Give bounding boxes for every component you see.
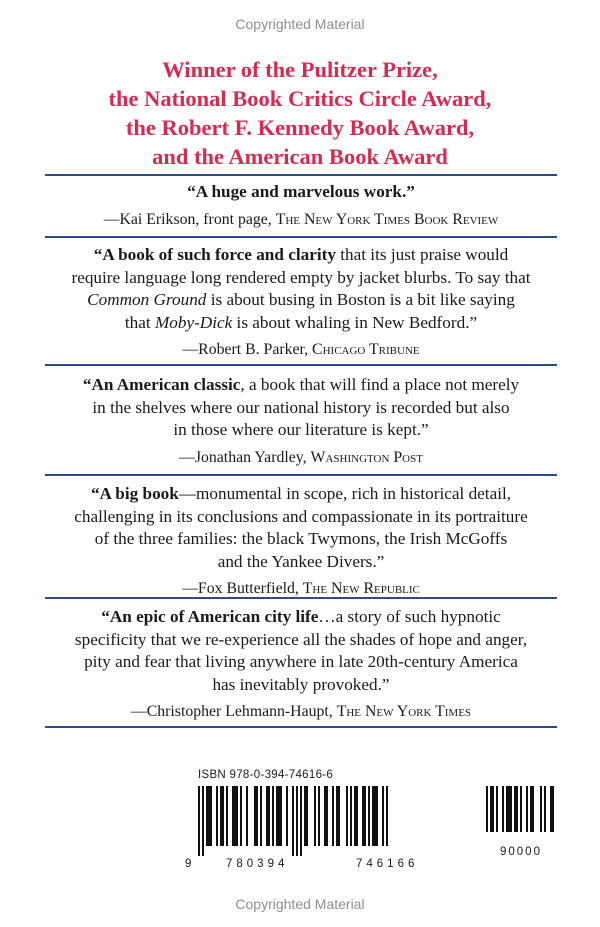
- quote-lead: “A book of such force and clarity: [93, 245, 336, 264]
- quote-lead: “A big book: [90, 484, 179, 503]
- isbn-label: ISBN 978-0-394-74616-6: [198, 769, 334, 781]
- barcode-bar: [300, 786, 302, 856]
- quote-text: pity and fear that living anywhere in late 20th-century America: [84, 652, 518, 671]
- attribution-source: The New York Times: [336, 703, 472, 720]
- copyright-notice-bottom: Copyrighted Material: [235, 896, 365, 912]
- barcode-bar: [296, 786, 298, 856]
- barcode-bar: [362, 786, 366, 846]
- quote-text: is about whaling in New Bedford.”: [232, 312, 478, 332]
- barcode-bar: [254, 786, 258, 846]
- barcode-bar: [354, 786, 358, 846]
- attribution-source: Washington Post: [310, 448, 423, 466]
- barcode-bar: [386, 786, 388, 846]
- barcode-bar: [332, 786, 334, 846]
- blurb-quote-4: [45, 483, 557, 601]
- barcode-bar: [350, 786, 352, 846]
- divider-rule: [45, 174, 557, 176]
- barcode-bar: [514, 786, 518, 832]
- attribution-name: —Kai Erikson, front page,: [103, 210, 272, 228]
- blurb-quote-1: [45, 181, 557, 231]
- quote-text: require language long rendered empty by jacket blurbs. To say that: [71, 267, 531, 287]
- blurb-quote-3: [45, 374, 557, 469]
- copyright-notice-top: Copyrighted Material: [235, 16, 365, 32]
- barcode-bar: [502, 786, 504, 832]
- barcode-bar: [206, 786, 212, 846]
- divider-rule: [45, 597, 557, 599]
- quote-text: in those where our literature is kept.”: [173, 420, 429, 439]
- divider-rule: [45, 474, 557, 476]
- quote-attribution: [45, 209, 557, 232]
- barcode-digits-left: 780394: [226, 858, 289, 870]
- barcode-bar: [346, 786, 348, 846]
- barcode-bar: [506, 786, 512, 832]
- barcode-digits-right: 746166: [356, 858, 419, 870]
- barcode-bar: [198, 786, 200, 856]
- divider-rule: [45, 236, 557, 238]
- quote-text: …a story of such hypnotic: [318, 607, 501, 626]
- quote-text: has inevitably provoked.”: [212, 674, 390, 694]
- quote-lead: “An epic of American city life: [101, 607, 319, 626]
- barcode-bar: [382, 786, 384, 846]
- blurb-quote-5: [45, 606, 557, 724]
- barcode-bar: [314, 786, 316, 846]
- barcode-bar: [232, 786, 238, 846]
- quote-text: that its just praise would: [335, 245, 509, 264]
- barcode-bar: [486, 786, 488, 832]
- barcode-bar: [490, 786, 494, 832]
- attribution-source: The New Republic: [302, 580, 420, 597]
- quote-text: and the Yankee Divers.”: [217, 551, 385, 571]
- barcode-bar: [530, 786, 534, 832]
- barcode-bar: [202, 786, 204, 856]
- barcode-bar: [220, 786, 224, 846]
- quote-attribution: [45, 447, 557, 470]
- barcode-bar: [318, 786, 320, 846]
- award-line: the Robert F. Kennedy Book Award,: [125, 115, 475, 140]
- attribution-name: —Christopher Lehmann-Haupt,: [130, 703, 333, 720]
- awards-headline: [0, 55, 600, 171]
- barcode-digit-lead: 9: [185, 858, 192, 870]
- barcode-bar: [540, 786, 542, 832]
- barcode-bar: [240, 786, 242, 846]
- addon-barcode: [486, 786, 556, 842]
- quote-text: that: [124, 312, 155, 332]
- attribution-name: —Robert B. Parker,: [182, 341, 309, 358]
- divider-rule: [45, 726, 557, 728]
- book-title: Common Ground: [87, 290, 207, 309]
- barcode-bar: [372, 786, 378, 846]
- barcode-bar: [544, 786, 546, 832]
- barcode-bar: [520, 786, 522, 832]
- barcode-digits-addon: 90000: [500, 846, 542, 858]
- attribution-source: The New York Times Book Review: [275, 210, 499, 228]
- barcode-bar: [216, 786, 218, 846]
- barcode-bar: [526, 786, 528, 832]
- quote-attribution: [45, 339, 557, 362]
- award-line: Winner of the Pulitzer Prize,: [162, 57, 438, 82]
- barcode-bar: [272, 786, 274, 846]
- blurb-quote-2: [45, 244, 557, 362]
- barcode-bar: [246, 786, 248, 846]
- barcode-bar: [496, 786, 498, 832]
- barcode-bar: [292, 786, 294, 856]
- barcode-bar: [304, 786, 308, 846]
- quote-text: —monumental in scope, rich in historical detail,: [178, 484, 512, 503]
- quote-text: is about busing in Boston is a bit like saying: [206, 290, 515, 309]
- barcode-bar: [286, 786, 288, 846]
- quote-text: specificity that we re-experience all the shades of hope and anger,: [74, 629, 528, 649]
- barcode-bar: [276, 786, 282, 846]
- award-line: the National Book Critics Circle Award,: [108, 86, 492, 111]
- attribution-name: —Jonathan Yardley,: [179, 448, 307, 466]
- award-line: and the American Book Award: [152, 144, 448, 169]
- barcode-bar: [324, 786, 328, 846]
- quote-text: challenging in its conclusions and compassionate in its portraiture: [74, 506, 528, 526]
- attribution-source: Chicago Tribune: [312, 341, 420, 358]
- barcode-bar: [226, 786, 228, 846]
- quote-lead: “An American classic: [82, 375, 241, 394]
- attribution-name: —Fox Butterfield,: [182, 580, 299, 597]
- book-title: Moby-Dick: [154, 312, 233, 332]
- barcode-bar: [260, 786, 262, 846]
- isbn-barcode: [198, 786, 480, 856]
- barcode-bar: [336, 786, 340, 846]
- quote-attribution: [45, 701, 557, 724]
- barcode-bar: [550, 786, 554, 832]
- divider-rule: [45, 364, 557, 366]
- barcode-bar: [368, 786, 370, 846]
- quote-text: in the shelves where our national history is recorded but also: [92, 397, 510, 417]
- quote-text: , a book that will find a place not merely: [240, 375, 520, 394]
- barcode-bar: [266, 786, 270, 846]
- quote-text: of the three families: the black Twymons, the Irish McGoffs: [94, 529, 508, 548]
- quote-lead: “A huge and marvelous work.”: [187, 182, 415, 201]
